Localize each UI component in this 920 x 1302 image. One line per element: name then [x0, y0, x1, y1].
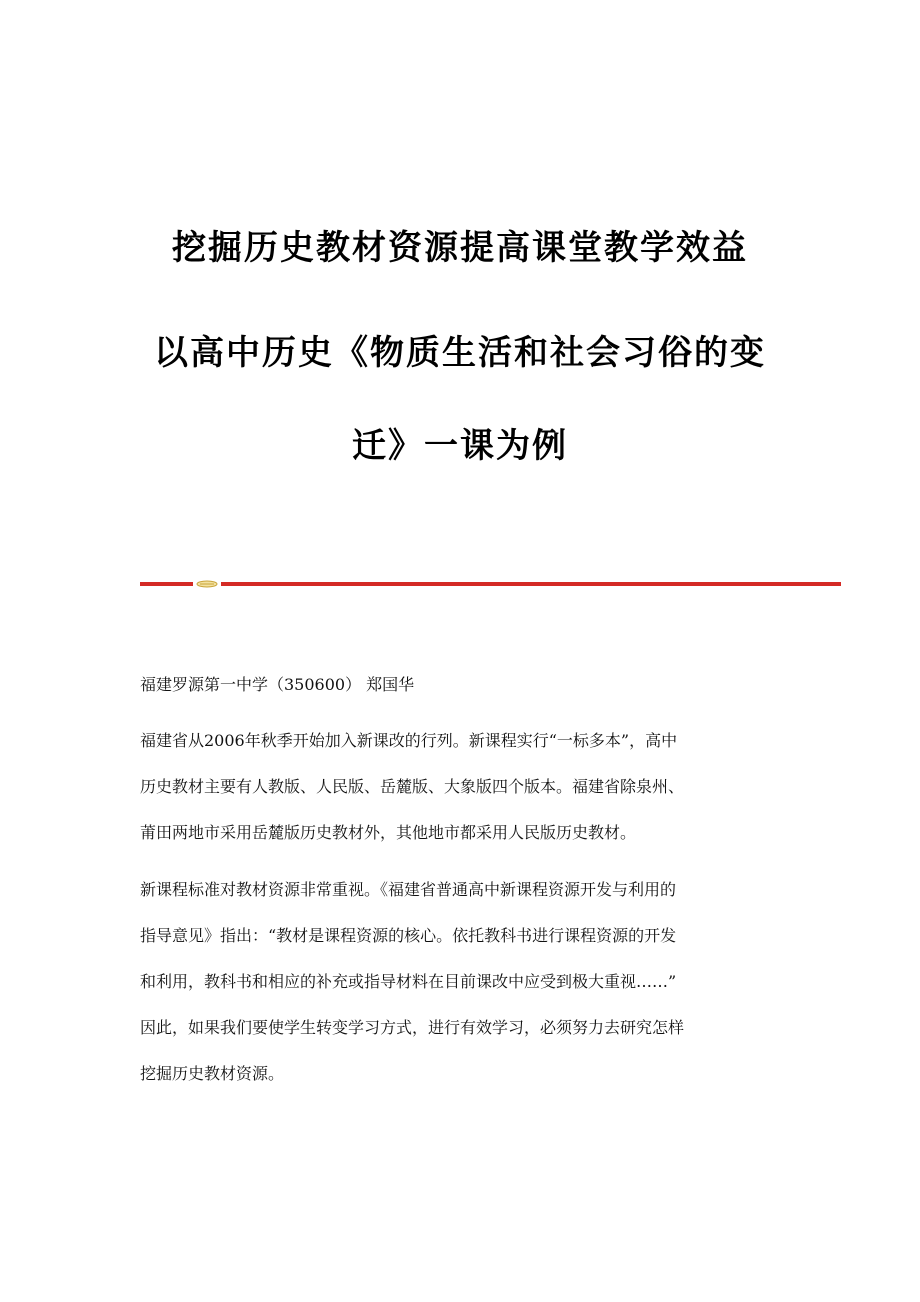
divider-bar-left	[140, 582, 193, 586]
paragraph-line: 新课程标准对教材资源非常重视。《福建省普通高中新课程资源开发与利用的	[140, 880, 677, 899]
title-line-1: 挖掘历史教材资源提高课堂教学效益	[172, 228, 748, 268]
title-divider	[140, 580, 841, 588]
paragraph-2	[140, 880, 780, 1110]
decorative-flourish-icon	[196, 580, 218, 588]
title-line-3: 迁》一课为例	[352, 426, 568, 466]
paragraph-1	[140, 731, 780, 869]
paragraph-line: 和利用，教科书和相应的补充或指导材料在目前课改中应受到极大重视……”	[140, 972, 677, 991]
paragraph-line: 挖掘历史教材资源。	[140, 1064, 285, 1083]
author-line: 福建罗源第一中学（350600） 郑国华	[140, 675, 415, 694]
paragraph-line: 历史教材主要有人教版、人民版、岳麓版、大象版四个版本。福建省除泉州、	[140, 777, 685, 796]
paragraph-line: 福建省从2006年秋季开始加入新课改的行列。新课程实行“一标多本”，高中	[140, 731, 678, 750]
paragraph-line: 指导意见》指出：“教材是课程资源的核心。依托教科书进行课程资源的开发	[140, 926, 677, 945]
divider-bar-right	[221, 582, 841, 586]
title-line-2: 以高中历史《物质生活和社会习俗的变	[154, 333, 766, 373]
paragraph-line: 莆田两地市采用岳麓版历史教材外，其他地市都采用人民版历史教材。	[140, 823, 637, 842]
paragraph-line: 因此，如果我们要使学生转变学习方式，进行有效学习，必须努力去研究怎样	[140, 1018, 685, 1037]
